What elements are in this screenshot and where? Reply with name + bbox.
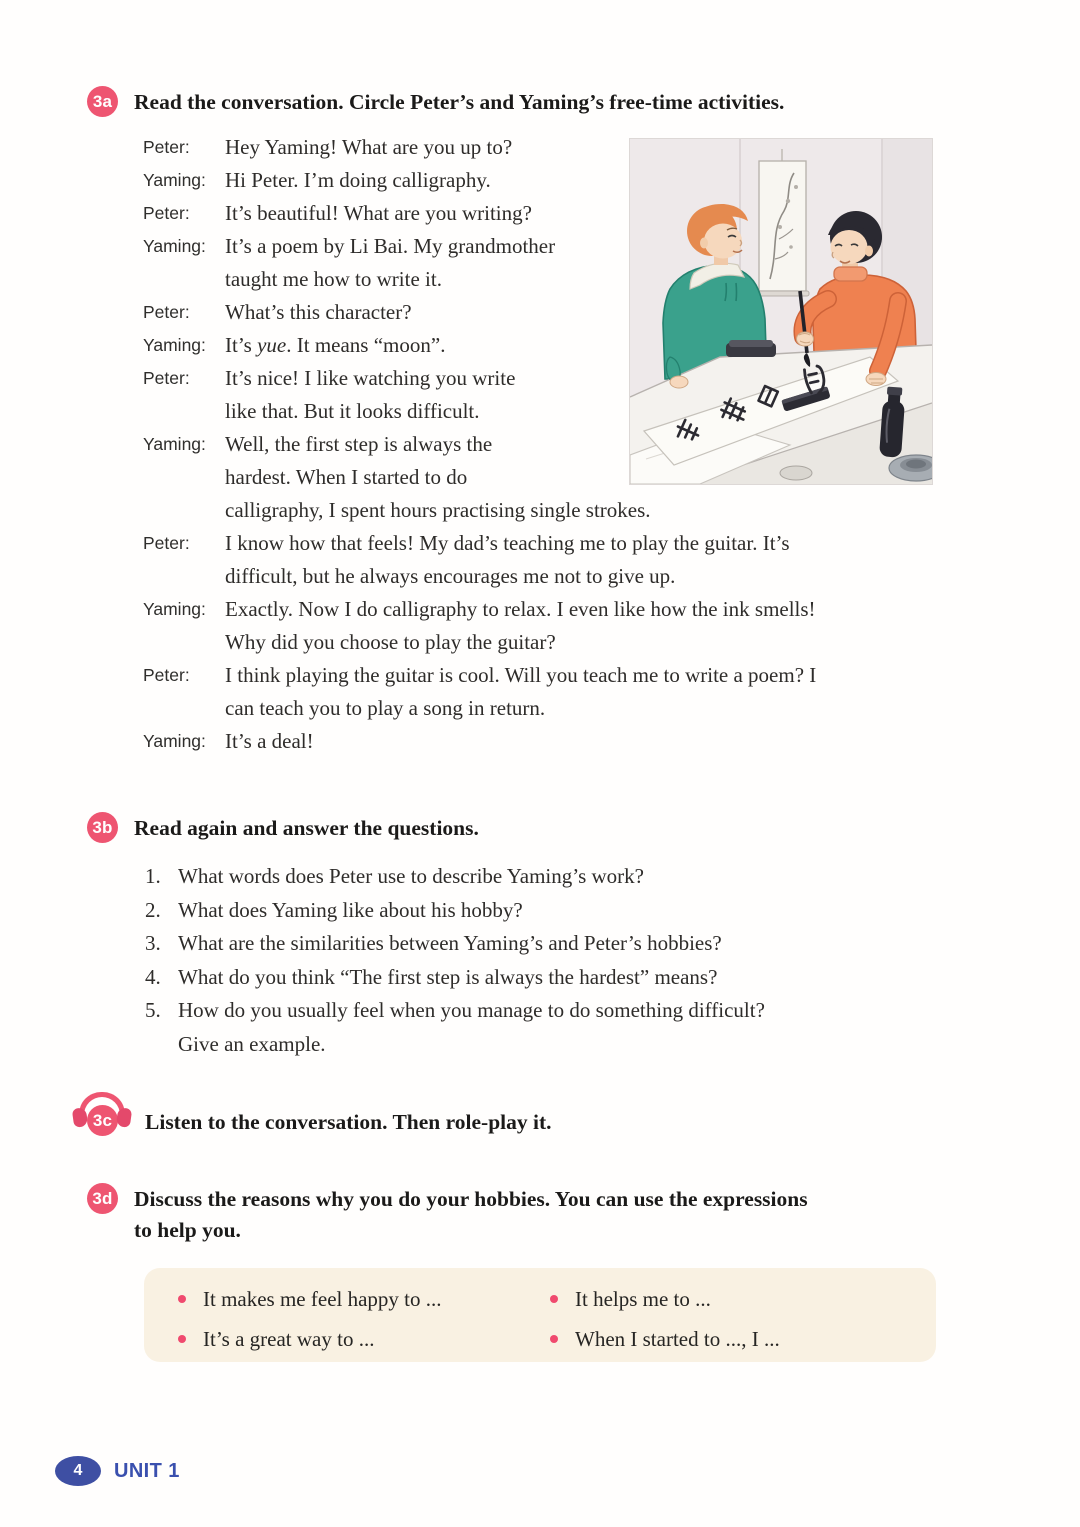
badge-3c: 3c [87, 1105, 118, 1136]
question-line: What are the similarities between Yaming’s and Peter’s hobbies? [178, 931, 722, 955]
speaker-label: Peter: [143, 302, 190, 322]
speaker-label: Peter: [143, 533, 190, 553]
dialogue-line: It’s a deal! [225, 729, 314, 753]
dialogue-line: It’s nice! I like watching you write [225, 366, 516, 390]
dialogue-turn [143, 131, 937, 164]
page-number-badge: 4 [55, 1456, 101, 1486]
dialogue-line: Why did you choose to play the guitar? [225, 630, 556, 654]
dialogue-line: Hi Peter. I’m doing calligraphy. [225, 168, 491, 192]
expressions-box [144, 1268, 936, 1362]
speaker-label: Peter: [143, 137, 190, 157]
expression-text: It makes me feel happy to ... [203, 1287, 442, 1311]
question-line: What does Yaming like about his hobby? [178, 897, 523, 922]
dialogue-line: I know how that feels! My dad’s teaching me to play the guitar. It’s [225, 531, 790, 555]
section-3c-header [145, 1106, 552, 1138]
section-3a-title: Read the conversation. Circle Peter’s and Yaming’s free-time activities. [134, 90, 785, 114]
section-3c-title: Listen to the conversation. Then role-play it. [145, 1110, 552, 1134]
dialogue-turn [143, 164, 937, 197]
dialogue-line: Hey Yaming! What are you up to? [225, 135, 513, 159]
dialogue-turn [143, 428, 937, 527]
dialogue-line: It’s a poem by Li Bai. My grandmother [225, 234, 556, 258]
dialogue-turn [143, 329, 937, 362]
expression-item [550, 1319, 936, 1359]
dialogue-line: difficult, but he always encourages me not to give up. [225, 564, 676, 588]
speaker-label: Yaming: [143, 731, 206, 751]
badge-3b: 3b [87, 812, 118, 843]
speaker-label: Yaming: [143, 335, 206, 355]
speaker-label: Peter: [143, 203, 190, 223]
expression-text: It’s a great way to ... [203, 1327, 375, 1351]
dialogue-turn [143, 593, 937, 659]
expression-item [550, 1279, 936, 1319]
dialogue-turn [143, 527, 937, 593]
question-line: Give an example. [178, 1031, 326, 1056]
expression-item [178, 1279, 550, 1319]
speaker-label: Peter: [143, 368, 190, 388]
dialogue-turn [143, 197, 937, 230]
dialogue-line: hardest. When I started to do [225, 465, 468, 489]
dialogue [143, 131, 937, 758]
question-item [145, 860, 945, 894]
question-number: 2. [145, 897, 161, 922]
section-3a-header [87, 86, 784, 118]
expression-text: It helps me to ... [575, 1287, 711, 1311]
question-item [145, 994, 945, 1061]
dialogue-line: can teach you to play a song in return. [225, 696, 546, 720]
question-line: What words does Peter use to describe Yaming’s work? [178, 864, 644, 888]
badge-3d: 3d [87, 1183, 118, 1214]
bullet-icon [178, 1335, 186, 1343]
dialogue-line: Well, the first step is always the [225, 432, 493, 456]
dialogue-turn [143, 362, 937, 428]
speaker-label: Peter: [143, 665, 190, 685]
expressions-column [550, 1279, 936, 1362]
question-number: 4. [145, 964, 161, 989]
dialogue-turn [143, 659, 937, 725]
speaker-label: Yaming: [143, 170, 206, 190]
section-3b-title: Read again and answer the questions. [134, 816, 479, 840]
bullet-icon [550, 1295, 558, 1303]
dialogue-line: It’s beautiful! What are you writing? [225, 201, 532, 225]
expression-text: When I started to ..., I ... [575, 1327, 780, 1351]
questions-list [145, 860, 945, 1061]
speaker-label: Yaming: [143, 236, 206, 256]
question-item [145, 927, 945, 961]
dialogue-turn [143, 230, 937, 296]
question-number: 3. [145, 931, 161, 955]
dialogue-line: like that. But it looks difficult. [225, 399, 480, 423]
expression-item [178, 1319, 550, 1359]
dialogue-line: It’s yue. It means “moon”. [225, 333, 446, 357]
dialogue-line: I think playing the guitar is cool. Will you teach me to write a poem? I [225, 663, 817, 687]
question-number: 1. [145, 864, 161, 888]
bullet-icon [178, 1295, 186, 1303]
expressions-column [178, 1279, 550, 1362]
question-line: What do you think “The first step is always the hardest” means? [178, 964, 718, 989]
question-item [145, 961, 945, 995]
question-number: 5. [145, 998, 161, 1022]
dialogue-line: Exactly. Now I do calligraphy to relax. I even like how the ink smells! [225, 597, 816, 621]
headphones-icon [72, 1091, 132, 1141]
page-footer [55, 1456, 180, 1486]
section-3d-header [87, 1183, 808, 1246]
section-3b-header [87, 812, 479, 844]
dialogue-turn [143, 725, 937, 758]
section-3d-title: Discuss the reasons why you do your hobbies. You can use the expressions to help you. [134, 1187, 808, 1242]
bullet-icon [550, 1335, 558, 1343]
dialogue-line: What’s this character? [225, 300, 412, 324]
dialogue-line: calligraphy, I spent hours practising single strokes. [225, 498, 651, 522]
question-line: How do you usually feel when you manage to do something difficult? [178, 998, 765, 1022]
badge-3a: 3a [87, 86, 118, 117]
dialogue-turn [143, 296, 937, 329]
speaker-label: Yaming: [143, 599, 206, 619]
question-item [145, 894, 945, 928]
speaker-label: Yaming: [143, 434, 206, 454]
dialogue-line: taught me how to write it. [225, 267, 442, 291]
unit-label: UNIT 1 [114, 1459, 180, 1482]
